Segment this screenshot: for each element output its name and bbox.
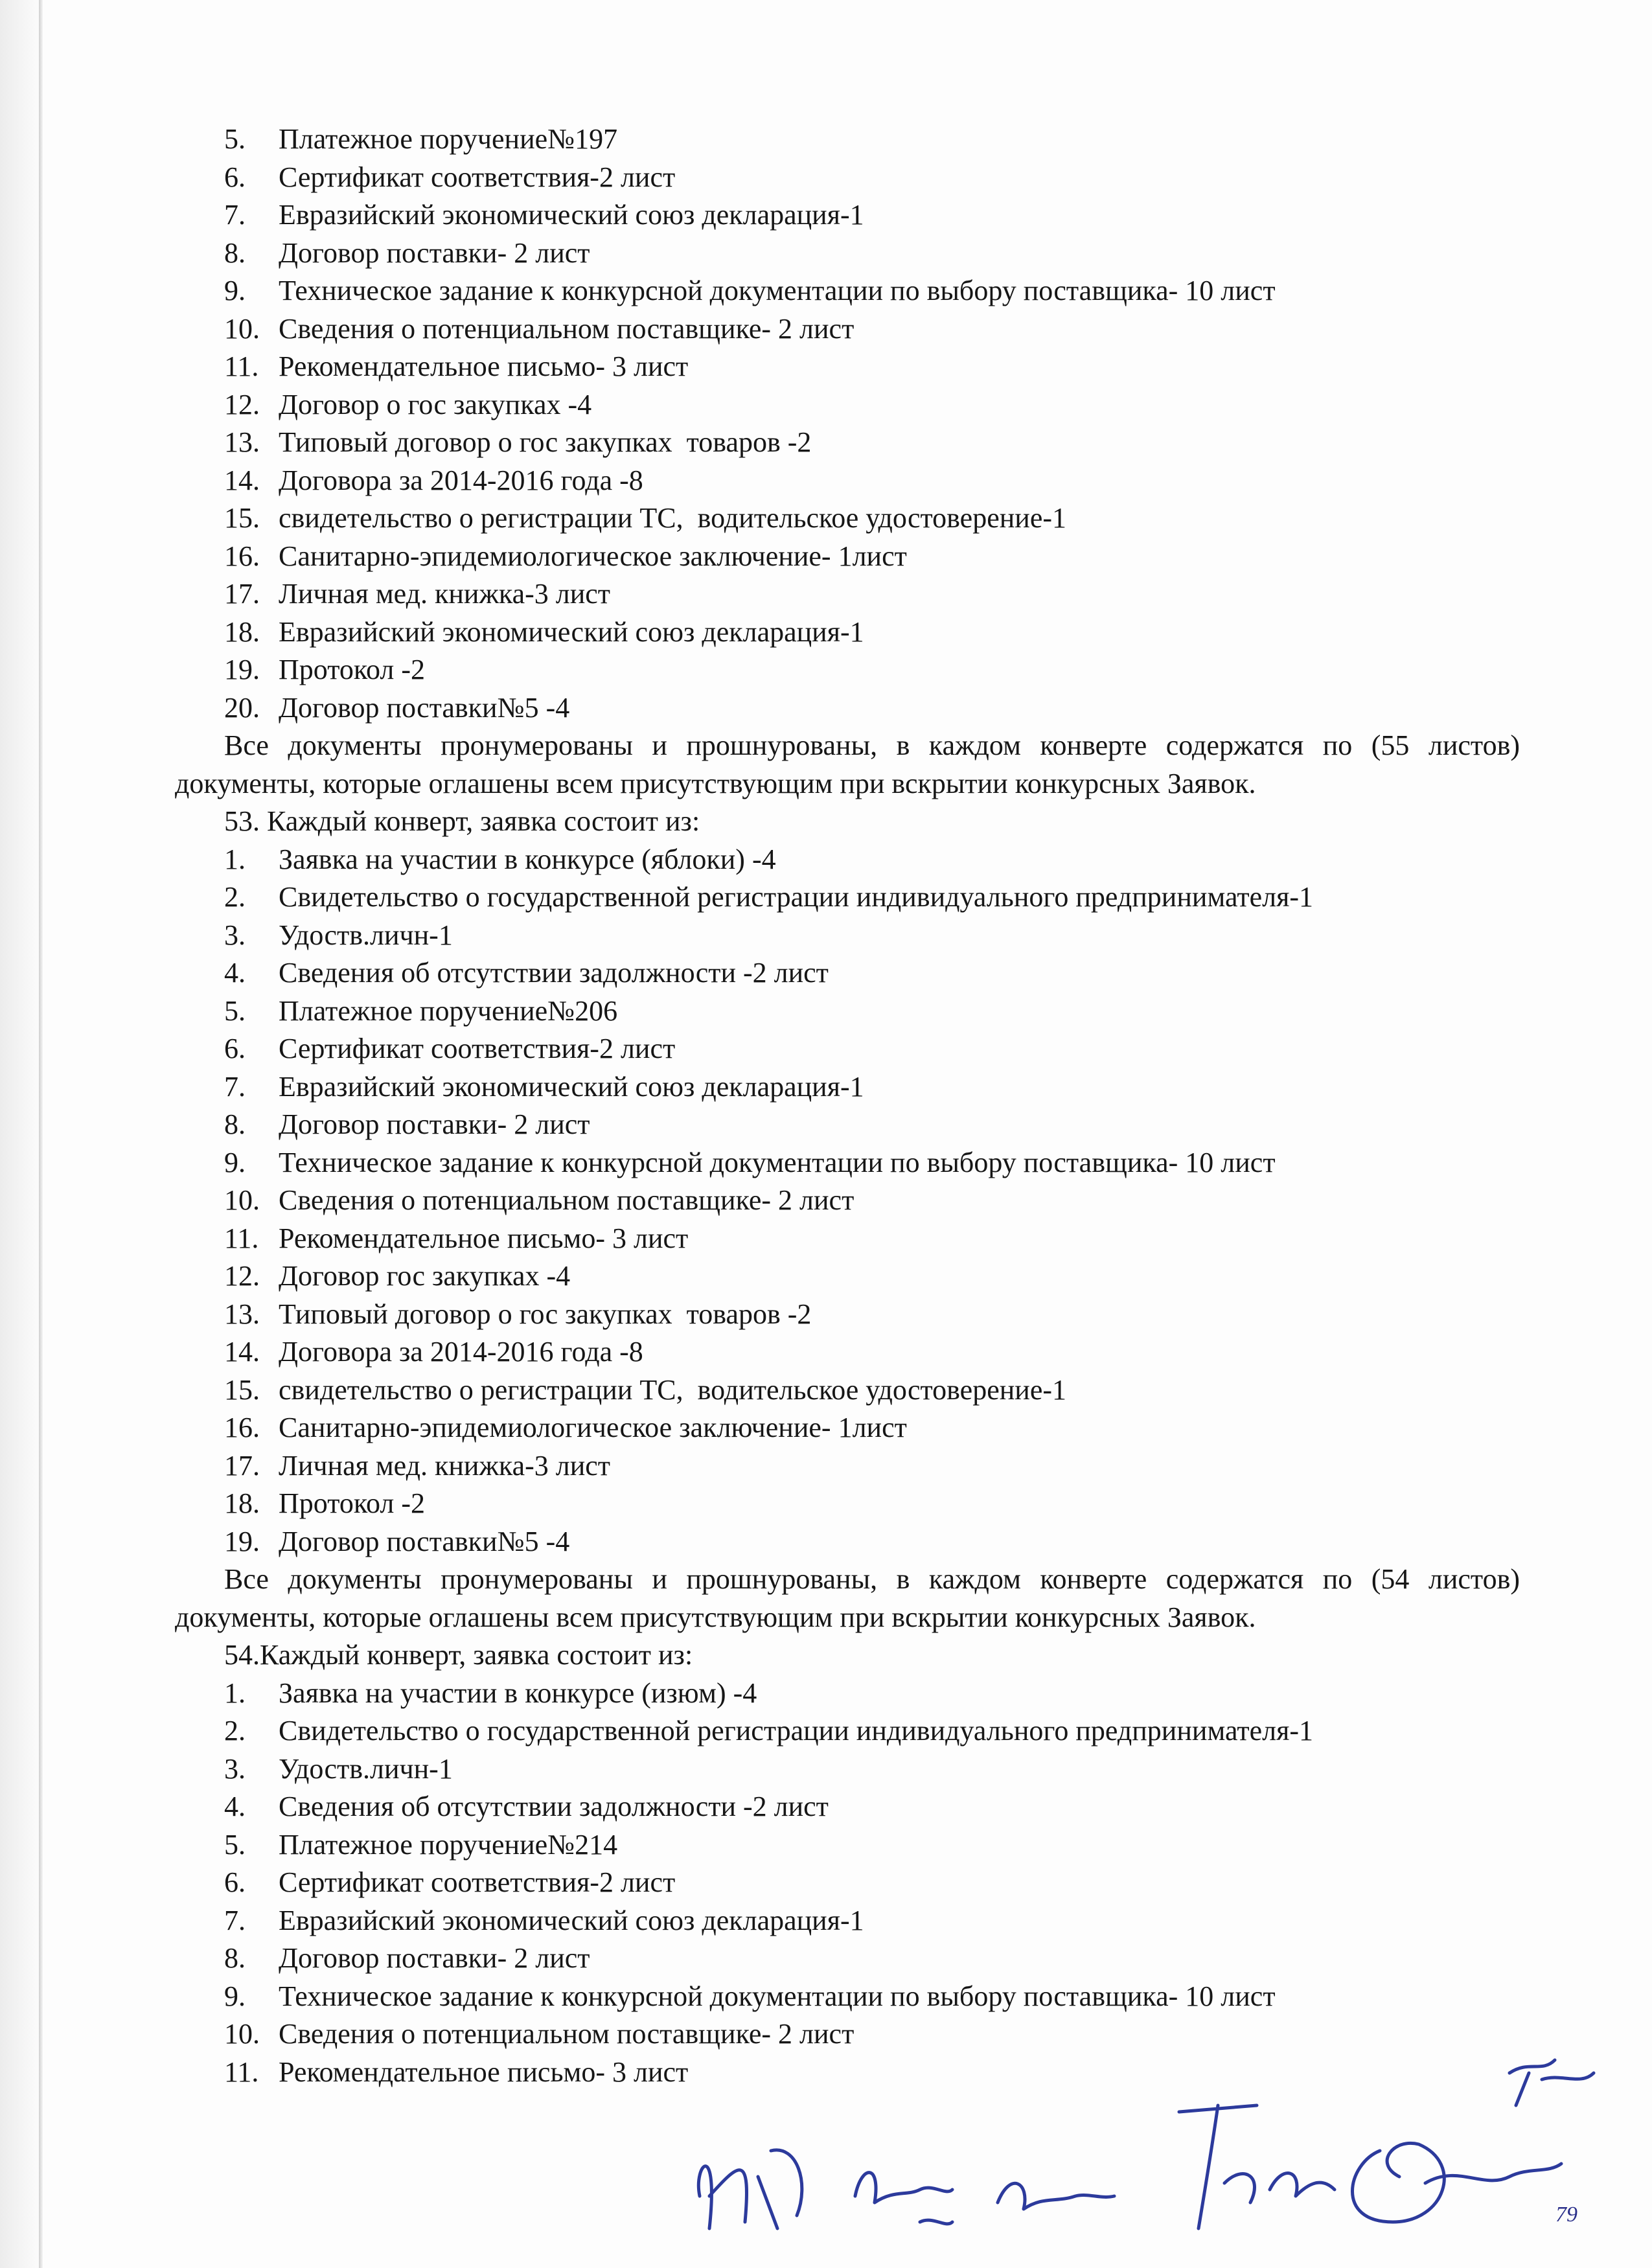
- list-item: [224, 386, 1520, 424]
- list-lot-52-continued: [224, 120, 1520, 727]
- list-item-number: 9.: [224, 1146, 246, 1178]
- list-item-text: Договор о гос закупках -4: [279, 388, 592, 420]
- list-item-number: 4.: [224, 957, 246, 989]
- list-item-number: 18.: [224, 615, 260, 648]
- list-item-text: Свидетельство о государственной регистрации индивидуального предпринимателя-1: [279, 881, 1313, 913]
- list-item-text: свидетельство о регистрации ТС, водительское удостоверение-1: [279, 1373, 1066, 1406]
- list-item-text: Евразийский экономический союз декларация-1: [279, 1070, 864, 1103]
- list-item-text: Протокол -2: [279, 1487, 426, 1519]
- list-item-number: 10.: [224, 1184, 260, 1216]
- list-item-text: Договор поставки- 2 лист: [279, 236, 590, 269]
- list-item: [224, 1220, 1520, 1258]
- list-item-text: Заявка на участии в конкурсе (яблоки) -4: [279, 843, 776, 875]
- list-item: [224, 310, 1520, 349]
- list-item-text: Личная мед. книжка-3 лист: [279, 1449, 611, 1482]
- list-lot-53: [224, 841, 1520, 1561]
- list-item-text: Рекомендательное письмо- 3 лист: [279, 1222, 689, 1254]
- list-item-text: Техническое задание к конкурсной документации по выбору поставщика- 10 лист: [279, 1146, 1276, 1178]
- list-item-text: Техническое задание к конкурсной документации по выбору поставщика- 10 лист: [279, 275, 1276, 306]
- list-item-number: 11.: [224, 2056, 259, 2088]
- list-item: [224, 917, 1520, 955]
- list-item-number: 13.: [224, 1298, 260, 1330]
- handwritten-signatures: [648, 2034, 1607, 2248]
- scan-fold-line: [39, 0, 43, 2268]
- list-item-text: Санитарно-эпидемиологическое заключение- 1лист: [279, 540, 907, 572]
- list-item-text: Евразийский экономический союз декларация-1: [279, 199, 864, 231]
- list-item-number: 12.: [224, 1260, 260, 1292]
- list-item: [224, 1523, 1520, 1561]
- list-item-text: Удоств.личн-1: [279, 1752, 453, 1785]
- list-item: [224, 120, 1520, 159]
- list-item-text: Заявка на участии в конкурсе (изюм) -4: [279, 1677, 757, 1709]
- list-item-number: 5.: [224, 123, 246, 155]
- page-number: 79: [1555, 2203, 1577, 2227]
- list-item-number: 6.: [224, 1866, 246, 1898]
- list-item-number: 8.: [224, 1942, 246, 1974]
- list-item: [224, 613, 1520, 652]
- list-item-number: 10.: [224, 312, 260, 345]
- list-item-number: 15.: [224, 1373, 260, 1406]
- list-item-number: 10.: [224, 2018, 260, 2050]
- list-item-text: Евразийский экономический союз декларация-1: [279, 615, 864, 648]
- list-item-text: Договор поставки№5 -4: [279, 691, 570, 724]
- list-item: [224, 1712, 1520, 1750]
- list-item: [224, 424, 1520, 462]
- list-item: [224, 1750, 1520, 1789]
- list-item-number: 15.: [224, 502, 260, 534]
- list-item-text: Сведения об отсутствии задолжности -2 лист: [279, 1791, 829, 1822]
- list-item: [224, 1485, 1520, 1523]
- list-item-text: Платежное поручение№214: [279, 1828, 618, 1861]
- list-item-number: 16.: [224, 540, 260, 572]
- list-item: [224, 1978, 1520, 2016]
- list-item-number: 17.: [224, 578, 260, 610]
- list-item: [224, 499, 1520, 538]
- list-item: [224, 348, 1520, 386]
- list-item-number: 2.: [224, 881, 246, 913]
- list-item: [224, 1371, 1520, 1410]
- list-item-number: 1.: [224, 1677, 246, 1709]
- list-item: [224, 878, 1520, 917]
- list-item-number: 14.: [224, 464, 260, 496]
- list-item-number: 19.: [224, 654, 260, 685]
- list-item-text: Сведения о потенциальном поставщике- 2 лист: [279, 1184, 855, 1216]
- list-item-number: 7.: [224, 1070, 246, 1103]
- list-item: [224, 1296, 1520, 1334]
- list-item: [224, 1788, 1520, 1826]
- list-item-number: 8.: [224, 236, 246, 269]
- list-item: [224, 1864, 1520, 1902]
- list-item-number: 8.: [224, 1108, 246, 1140]
- list-item-text: Рекомендательное письмо- 3 лист: [279, 350, 689, 382]
- list-item: [224, 992, 1520, 1031]
- list-item-text: Сведения о потенциальном поставщике- 2 лист: [279, 2018, 855, 2050]
- list-item-text: Договор гос закупках -4: [279, 1260, 571, 1292]
- list-item-number: 1.: [224, 843, 246, 875]
- list-item: [224, 575, 1520, 613]
- heading-lot-53: 53. Каждый конверт, заявка состоит из:: [224, 805, 700, 837]
- list-item-number: 7.: [224, 1904, 246, 1936]
- list-item: [224, 1675, 1520, 1713]
- list-item-text: Платежное поручение№197: [279, 123, 618, 155]
- list-item-text: Техническое задание к конкурсной документации по выбору поставщика- 10 лист: [279, 1980, 1276, 2012]
- list-item: [224, 651, 1520, 689]
- list-item: [224, 1409, 1520, 1447]
- scan-edge-shadow: [0, 0, 39, 2268]
- list-item-text: Протокол -2: [279, 654, 426, 685]
- list-item: [224, 272, 1520, 310]
- list-item: [224, 1447, 1520, 1485]
- list-item: [224, 196, 1520, 235]
- list-item: [224, 1826, 1520, 1864]
- document-body: [175, 120, 1520, 2091]
- list-item: [224, 538, 1520, 576]
- list-item-number: 16.: [224, 1412, 260, 1443]
- list-item: [224, 1940, 1520, 1978]
- list-item-text: Платежное поручение№206: [279, 994, 618, 1027]
- list-lot-54: [224, 1675, 1520, 2092]
- list-item-text: Типовый договор о гос закупках товаров -2: [279, 426, 812, 458]
- list-item-text: Сведения об отсутствии задолжности -2 лист: [279, 957, 829, 989]
- list-item-number: 9.: [224, 1980, 246, 2012]
- list-item-text: Договор поставки- 2 лист: [279, 1108, 590, 1140]
- list-item: [224, 1333, 1520, 1371]
- list-item-text: Типовый договор о гос закупках товаров -2: [279, 1298, 812, 1330]
- list-item-text: Личная мед. книжка-3 лист: [279, 578, 611, 610]
- heading-lot-54: 54.Каждый конверт, заявка состоит из:: [224, 1639, 693, 1671]
- list-item: [224, 1902, 1520, 1940]
- list-item: [224, 235, 1520, 273]
- list-item-number: 14.: [224, 1336, 260, 1368]
- list-item-number: 7.: [224, 199, 246, 231]
- list-item-number: 9.: [224, 275, 246, 306]
- list-item-text: свидетельство о регистрации ТС, водительское удостоверение-1: [279, 502, 1066, 534]
- list-item-number: 5.: [224, 1828, 246, 1861]
- list-item-number: 19.: [224, 1525, 260, 1557]
- list-item: [224, 1106, 1520, 1144]
- list-item: [224, 1182, 1520, 1220]
- list-item-text: Сертификат соответствия-2 лист: [279, 161, 676, 193]
- list-item-text: Сертификат соответствия-2 лист: [279, 1033, 676, 1064]
- list-item: [224, 689, 1520, 727]
- list-item-number: 3.: [224, 1752, 246, 1785]
- list-item: [224, 1068, 1520, 1106]
- list-item-number: 5.: [224, 994, 246, 1027]
- list-item-number: 17.: [224, 1449, 260, 1482]
- list-item-text: Договор поставки- 2 лист: [279, 1942, 590, 1974]
- list-item-text: Договора за 2014-2016 года -8: [279, 464, 643, 496]
- list-item: [224, 1144, 1520, 1182]
- list-item-number: 4.: [224, 1791, 246, 1822]
- list-item: [224, 1257, 1520, 1296]
- list-item-text: Сведения о потенциальном поставщике- 2 лист: [279, 312, 855, 345]
- list-item: [224, 841, 1520, 879]
- list-item-text: Удоств.личн-1: [279, 919, 453, 951]
- list-item-text: Сертификат соответствия-2 лист: [279, 1866, 676, 1898]
- list-item-text: Договора за 2014-2016 года -8: [279, 1336, 643, 1368]
- list-item-number: 6.: [224, 1033, 246, 1064]
- list-item-number: 11.: [224, 1222, 259, 1254]
- list-item-text: Договор поставки№5 -4: [279, 1525, 570, 1557]
- list-item-number: 12.: [224, 388, 260, 420]
- paragraph-summary-55: Все документы пронумерованы и прошнурованы, в каждом конверте содержатся по (55 листов) документы, которые оглашены всем присутствующим при вскрытии конкурсных Заявок.: [175, 729, 1520, 799]
- list-item-number: 2.: [224, 1715, 246, 1747]
- list-item: [224, 1030, 1520, 1068]
- list-item-number: 3.: [224, 919, 246, 951]
- list-item-text: Евразийский экономический союз декларация-1: [279, 1904, 864, 1936]
- list-item-number: 6.: [224, 161, 246, 193]
- list-item: [224, 462, 1520, 500]
- paragraph-summary-54: Все документы пронумерованы и прошнурованы, в каждом конверте содержатся по (54 листов) документы, которые оглашены всем присутствующим при вскрытии конкурсных Заявок.: [175, 1563, 1520, 1633]
- list-item: [224, 159, 1520, 197]
- list-item-number: 11.: [224, 350, 259, 382]
- list-item-number: 13.: [224, 426, 260, 458]
- list-item-text: Рекомендательное письмо- 3 лист: [279, 2056, 689, 2088]
- list-item-text: Свидетельство о государственной регистрации индивидуального предпринимателя-1: [279, 1715, 1313, 1747]
- list-item: [224, 954, 1520, 992]
- list-item-text: Санитарно-эпидемиологическое заключение- 1лист: [279, 1412, 907, 1443]
- list-item-number: 20.: [224, 691, 260, 724]
- list-item-number: 18.: [224, 1487, 260, 1519]
